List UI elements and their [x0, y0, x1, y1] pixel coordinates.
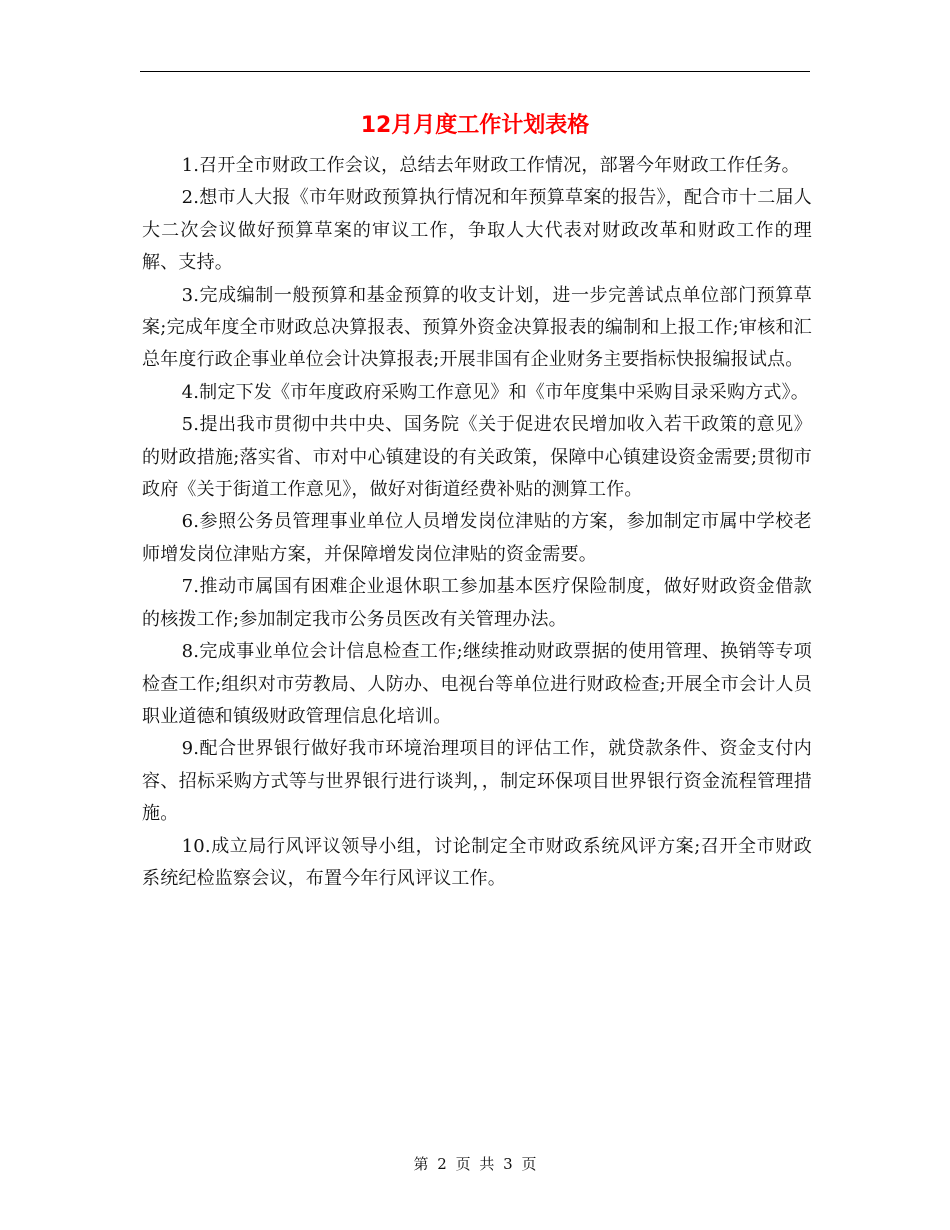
header-rule — [140, 71, 810, 72]
paragraph-10: 10.成立局行风评议领导小组，讨论制定全市财政系统风评方案;召开全市财政系统纪检监察会议，布置今年行风评议工作。 — [142, 835, 812, 889]
document-title: 12月月度工作计划表格 — [360, 113, 590, 138]
paragraph-6: 6.参照公务员管理事业单位人员增发岗位津贴的方案，参加制定市属中学校老师增发岗位津贴方案，并保障增发岗位津贴的资金需要。 — [142, 511, 812, 565]
paragraph-2: 2.想市人大报《市年财政预算执行情况和年预算草案的报告》，配合市十二届人大二次会议做好预算草案的审议工作，争取人大代表对财政改革和财政工作的理解、支持。 — [142, 187, 812, 274]
paragraph-4: 4.制定下发《市年度政府采购工作意见》和《市年度集中采购目录采购方式》。 — [181, 381, 809, 403]
document-body — [142, 150, 812, 895]
paragraph-7: 7.推动市属国有困难企业退休职工参加基本医疗保险制度，做好财政资金借款的核拨工作;参加制定我市公务员医改有关管理办法。 — [142, 576, 812, 630]
paragraph-1: 1.召开全市财政工作会议，总结去年财政工作情况，部署今年财政工作任务。 — [181, 155, 800, 176]
paragraph-3: 3.完成编制一般预算和基金预算的收支计划，进一步完善试点单位部门预算草案;完成年度全市财政总决算报表、预算外资金决算报表的编制和上报工作;审核和汇总年度行政企事业单位会计决算报表;开展非国有企业财务主要指标快报编报试点。 — [142, 284, 812, 371]
paragraph-5: 5.提出我市贯彻中共中央、国务院《关于促进农民增加收入若干政策的意见》的财政措施;落实省、市对中心镇建设的有关政策，保障中心镇建设资金需要;贯彻市政府《关于街道工作意见》，做好对街道经费补贴的测算工作。 — [142, 414, 812, 501]
paragraph-8: 8.完成事业单位会计信息检查工作;继续推动财政票据的使用管理、换销等专项检查工作;组织对市劳教局、人防办、电视台等单位进行财政检查;开展全市会计人员职业道德和镇级财政管理信息化培训。 — [142, 641, 812, 727]
paragraph-9: 9.配合世界银行做好我市环境治理项目的评估工作，就贷款条件、资金支付内容、招标采购方式等与世界银行进行谈判，，制定环保项目世界银行资金流程管理措施。 — [142, 738, 812, 825]
page-number: 第 2 页 共 3 页 — [413, 1155, 537, 1173]
